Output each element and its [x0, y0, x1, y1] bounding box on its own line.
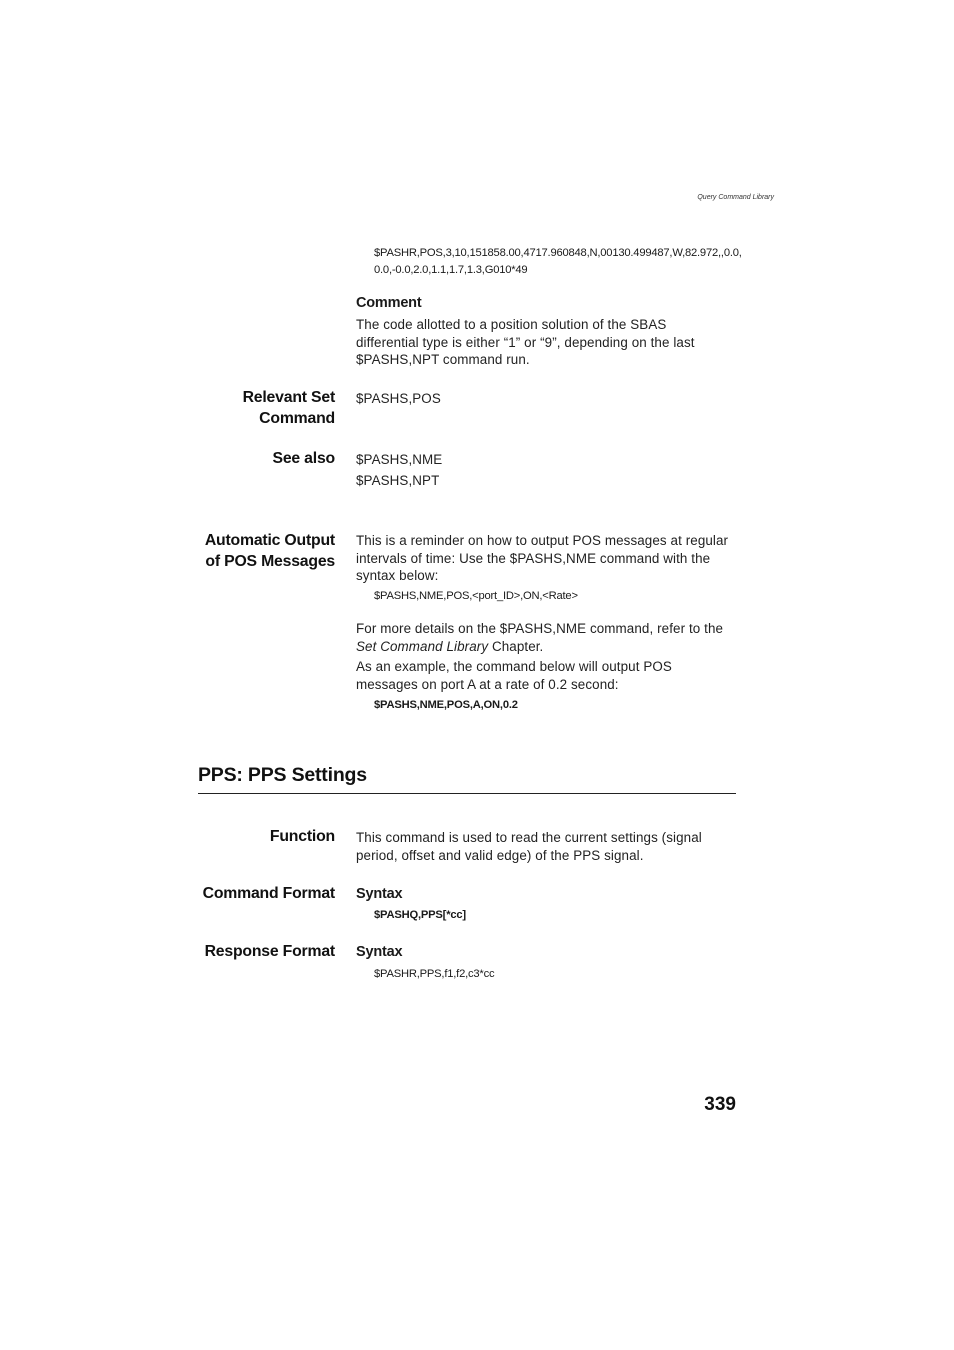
see-also-item-2: $PASHS,NPT [356, 473, 440, 488]
automatic-output-syntax: $PASHS,NME,POS,<port_ID>,ON,<Rate> [374, 590, 578, 602]
response-format-heading: Syntax [356, 944, 403, 960]
automatic-output-para3-line-1: As an example, the command below will output POS [356, 659, 672, 674]
running-header: Query Command Library [697, 194, 774, 201]
example-response-line-2: 0.0,-0.0,2.0,1.1,1.7,1.3,G010*49 [374, 264, 528, 276]
comment-line-3: $PASHS,NPT command run. [356, 352, 530, 367]
section-title: PPS: PPS Settings [198, 764, 367, 786]
see-also-label: See also [272, 450, 335, 467]
automatic-output-example: $PASHS,NME,POS,A,ON,0.2 [374, 699, 518, 711]
comment-line-2: differential type is either “1” or “9”, depending on the last [356, 335, 695, 350]
comment-heading: Comment [356, 295, 422, 311]
section-rule [198, 793, 736, 794]
function-line-1: This command is used to read the current settings (signal [356, 830, 702, 845]
automatic-output-para3-line-2: messages on port A at a rate of 0.2 second: [356, 677, 619, 692]
response-format-label: Response Format [204, 943, 335, 960]
chapter-text: Chapter. [488, 639, 544, 654]
relevant-set-command-label [243, 387, 335, 429]
see-also-item-1: $PASHS,NME [356, 452, 443, 467]
command-format-syntax: $PASHQ,PPS[*cc] [374, 909, 466, 921]
response-format-syntax: $PASHR,PPS,f1,f2,c3*cc [374, 968, 495, 980]
automatic-output-para1-line-3: syntax below: [356, 568, 439, 583]
automatic-output-label-line-2: of POS Messages [205, 553, 335, 570]
automatic-output-para1-line-1: This is a reminder on how to output POS messages at regular [356, 533, 729, 548]
automatic-output-para2-line-2 [356, 638, 738, 656]
comment-line-1: The code allotted to a position solution of the SBAS [356, 317, 667, 332]
page-number: 339 [704, 1094, 736, 1115]
set-command-library-reference: Set Command Library [356, 639, 489, 654]
function-line-2: period, offset and valid edge) of the PPS signal. [356, 848, 644, 863]
automatic-output-label-line-1: Automatic Output [204, 532, 335, 549]
command-format-label: Command Format [202, 885, 335, 902]
automatic-output-para1-line-2: intervals of time: Use the $PASHS,NME command with the [356, 551, 711, 566]
relevant-set-command-value: $PASHS,POS [356, 391, 441, 406]
command-format-heading: Syntax [356, 886, 403, 902]
function-label: Function [269, 828, 335, 845]
relevant-set-command-label-line-1: Relevant Set [242, 389, 335, 406]
relevant-set-command-label-line-2: Command [259, 410, 335, 427]
automatic-output-para2-line-1: For more details on the $PASHS,NME command, refer to the [356, 621, 724, 636]
example-response-line-1: $PASHR,POS,3,10,151858.00,4717.960848,N,00130.499487,W,82.972,,0.0, [374, 247, 742, 259]
automatic-output-label [205, 530, 335, 572]
